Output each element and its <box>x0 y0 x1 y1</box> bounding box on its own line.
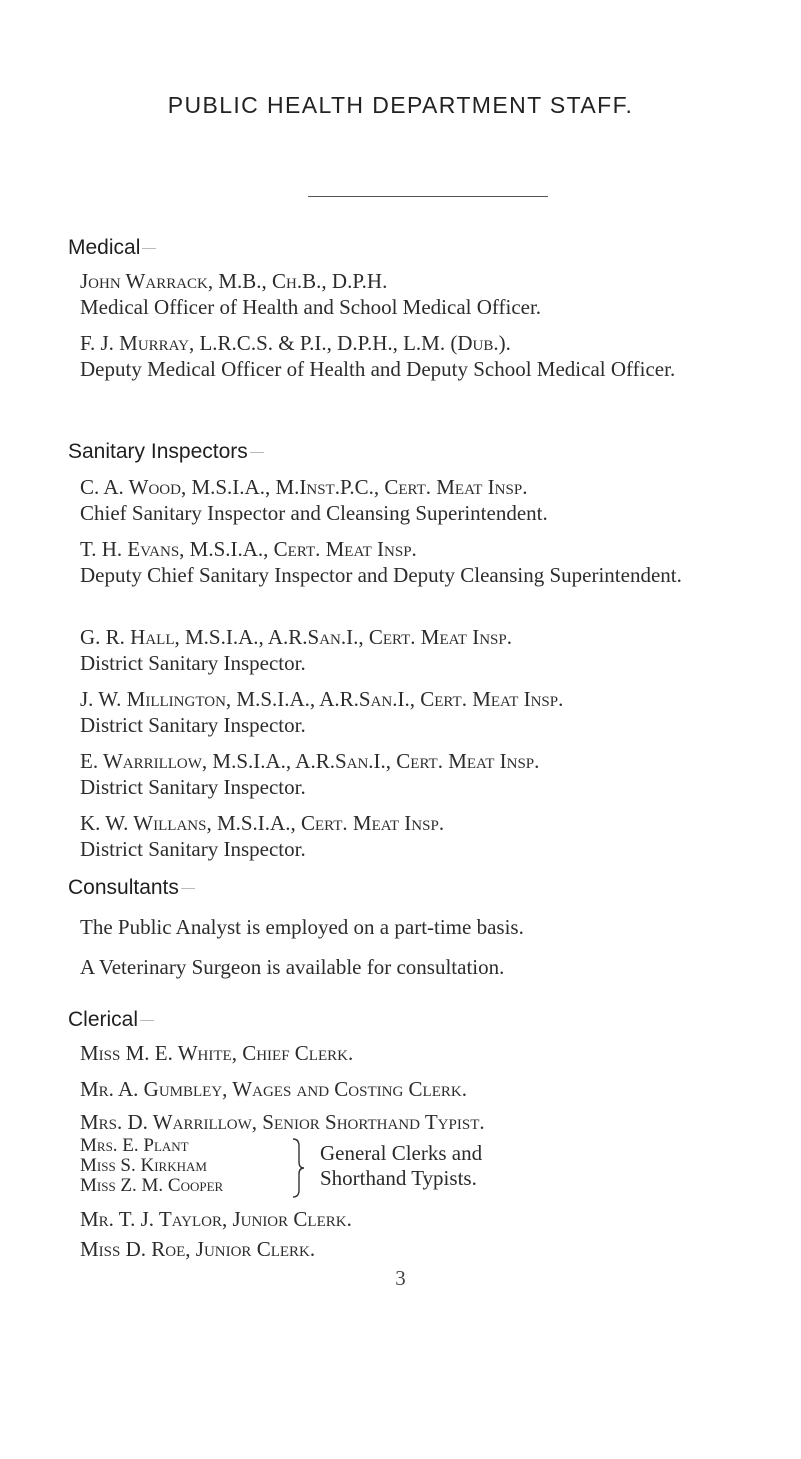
staff-role: Deputy Chief Sanitary Inspector and Deputy Cleansing Superintendent. <box>80 563 682 587</box>
staff-name: C. A. Wood, M.S.I.A., M.Inst.P.C., Cert. Meat Insp. <box>80 475 528 499</box>
clerical-line: Miss D. Roe, Junior Clerk. <box>80 1237 316 1261</box>
staff-name: T. H. Evans, M.S.I.A., Cert. Meat Insp. <box>80 537 417 561</box>
section-heading-medical: Medical <box>68 236 156 260</box>
staff-role: District Sanitary Inspector. <box>80 713 306 737</box>
group-name: Miss S. Kirkham <box>80 1155 207 1176</box>
clerical-line: Miss M. E. White, Chief Clerk. <box>80 1041 354 1065</box>
staff-role: District Sanitary Inspector. <box>80 775 306 799</box>
staff-role: District Sanitary Inspector. <box>80 837 306 861</box>
title-divider <box>308 196 548 197</box>
clerical-line: Mr. T. J. Taylor, Junior Clerk. <box>80 1207 352 1231</box>
section-heading-sanitary-inspectors: Sanitary Inspectors <box>68 440 264 464</box>
group-name: Miss Z. M. Cooper <box>80 1175 224 1196</box>
group-role-line: Shorthand Typists. <box>320 1166 477 1190</box>
page-number: 3 <box>395 1266 406 1290</box>
staff-name: John Warrack, M.B., Ch.B., D.P.H. <box>80 269 388 293</box>
consultant-line: A Veterinary Surgeon is available for consultation. <box>80 955 505 979</box>
clerks-typists-group <box>80 1136 780 1202</box>
section-heading-clerical: Clerical <box>68 1008 154 1032</box>
staff-role: District Sanitary Inspector. <box>80 651 306 675</box>
group-role-line: General Clerks and <box>320 1141 483 1165</box>
staff-name: F. J. Murray, L.R.C.S. & P.I., D.P.H., L.M. (Dub.). <box>80 331 511 355</box>
staff-role: Deputy Medical Officer of Health and Deputy School Medical Officer. <box>80 357 676 381</box>
page-title: PUBLIC HEALTH DEPARTMENT STAFF. <box>167 92 634 118</box>
group-role <box>320 1141 482 1191</box>
right-brace-icon <box>291 1138 305 1198</box>
clerical-line: Mrs. D. Warrillow, Senior Shorthand Typist. <box>80 1110 485 1134</box>
consultant-line: The Public Analyst is employed on a part-time basis. <box>80 915 524 939</box>
staff-role: Chief Sanitary Inspector and Cleansing Superintendent. <box>80 501 548 525</box>
staff-name: J. W. Millington, M.S.I.A., A.R.San.I., Cert. Meat Insp. <box>80 687 564 711</box>
staff-name: K. W. Willans, M.S.I.A., Cert. Meat Insp. <box>80 811 445 835</box>
clerical-line: Mr. A. Gumbley, Wages and Costing Clerk. <box>80 1077 467 1101</box>
staff-role: Medical Officer of Health and School Medical Officer. <box>80 295 542 319</box>
section-heading-consultants: Consultants <box>68 876 195 900</box>
staff-name: E. Warrillow, M.S.I.A., A.R.San.I., Cert. Meat Insp. <box>80 749 540 773</box>
group-name: Mrs. E. Plant <box>80 1135 189 1156</box>
group-names <box>80 1136 223 1196</box>
staff-name: G. R. Hall, M.S.I.A., A.R.San.I., Cert. Meat Insp. <box>80 625 512 649</box>
